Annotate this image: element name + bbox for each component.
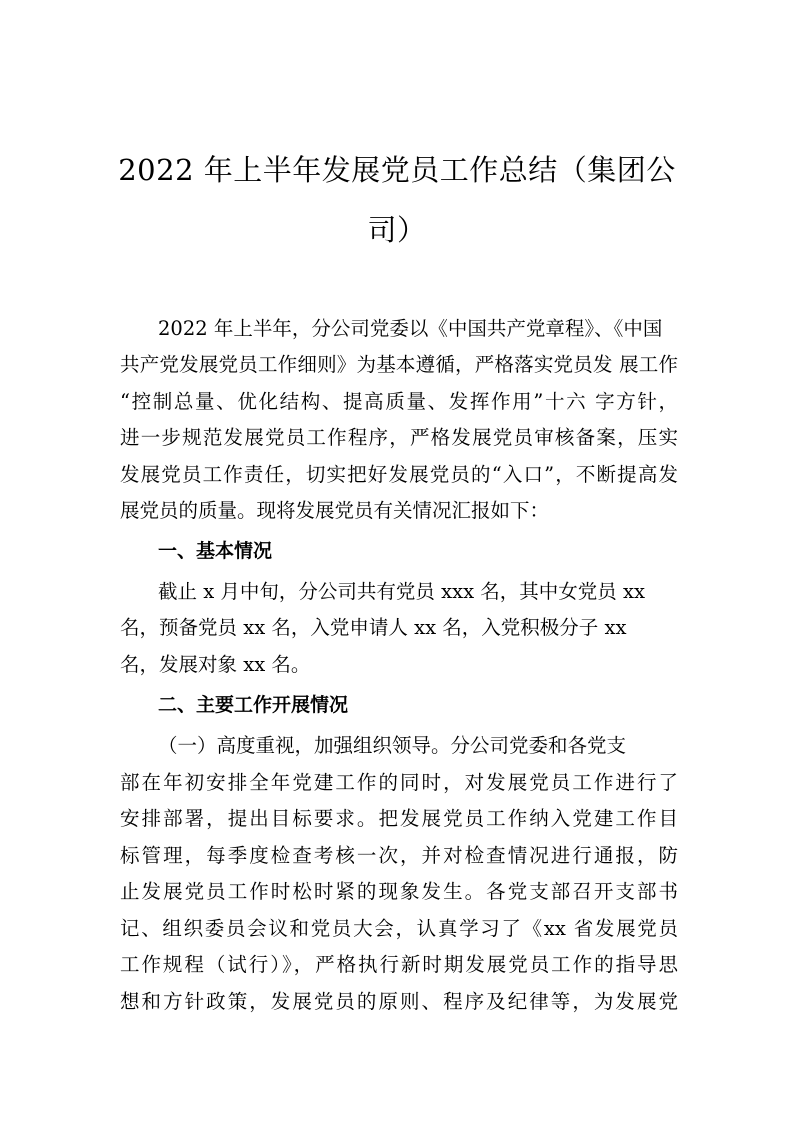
paragraph-line: 名，发展对象 xx 名。: [120, 653, 311, 676]
paragraph-line: 止发展党员工作时松时紧的现象发生。各党支部召开支部书: [120, 880, 678, 903]
document-title-line-2: 司）: [367, 213, 427, 247]
paragraph-line: 名，预备党员 xx 名，入党申请人 xx 名，入党积极分子 xx: [120, 616, 627, 639]
document-title-line-1: 2022 年上半年发展党员工作总结（集团公: [118, 153, 676, 187]
paragraph-line: 安排部署，提出目标要求。把发展党员工作纳入党建工作目: [120, 807, 678, 830]
paragraph-line: 想和方针政策，发展党员的原则、程序及纪律等，为发展党: [120, 990, 678, 1013]
paragraph-line: 记、组织委员会议和党员大会，认真学习了《xx 省发展党员: [120, 917, 678, 940]
paragraph-line: 部在年初安排全年党建工作的同时，对发展党员工作进行了: [120, 771, 678, 794]
paragraph-line: 进一步规范发展党员工作程序，严格发展党员审核备案，压实: [120, 426, 678, 449]
paragraph-line: （一）高度重视，加强组织领导。分公司党委和各党支: [158, 734, 627, 757]
section-heading-basic: 一、基本情况: [158, 540, 273, 562]
paragraph-line: 截止 x 月中旬，分公司共有党员 xxx 名，其中女党员 xx: [158, 580, 645, 603]
paragraph-line: 共产党发展党员工作细则》为基本遵循，严格落实党员发 展工作: [120, 353, 678, 376]
paragraph-line: 工作规程（试行）》，严格执行新时期发展党员工作的指导思: [120, 953, 678, 976]
paragraph-line: 2022 年上半年，分公司党委以《中国共产党章程》、《中国: [158, 317, 663, 340]
paragraph-line: 发展党员工作责任，切实把好发展党员的“入口”，不断提高发: [120, 463, 678, 486]
paragraph-line: “控制总量、优化结构、提高质量、发挥作用”十六 字方针，: [120, 390, 678, 413]
paragraph-line: 展党员的质量。现将发展党员有关情况汇报如下：: [120, 499, 550, 522]
section-heading-main-work: 二、主要工作开展情况: [158, 694, 349, 716]
paragraph-line: 标管理，每季度检查考核一次，并对检查情况进行通报，防: [120, 844, 678, 867]
